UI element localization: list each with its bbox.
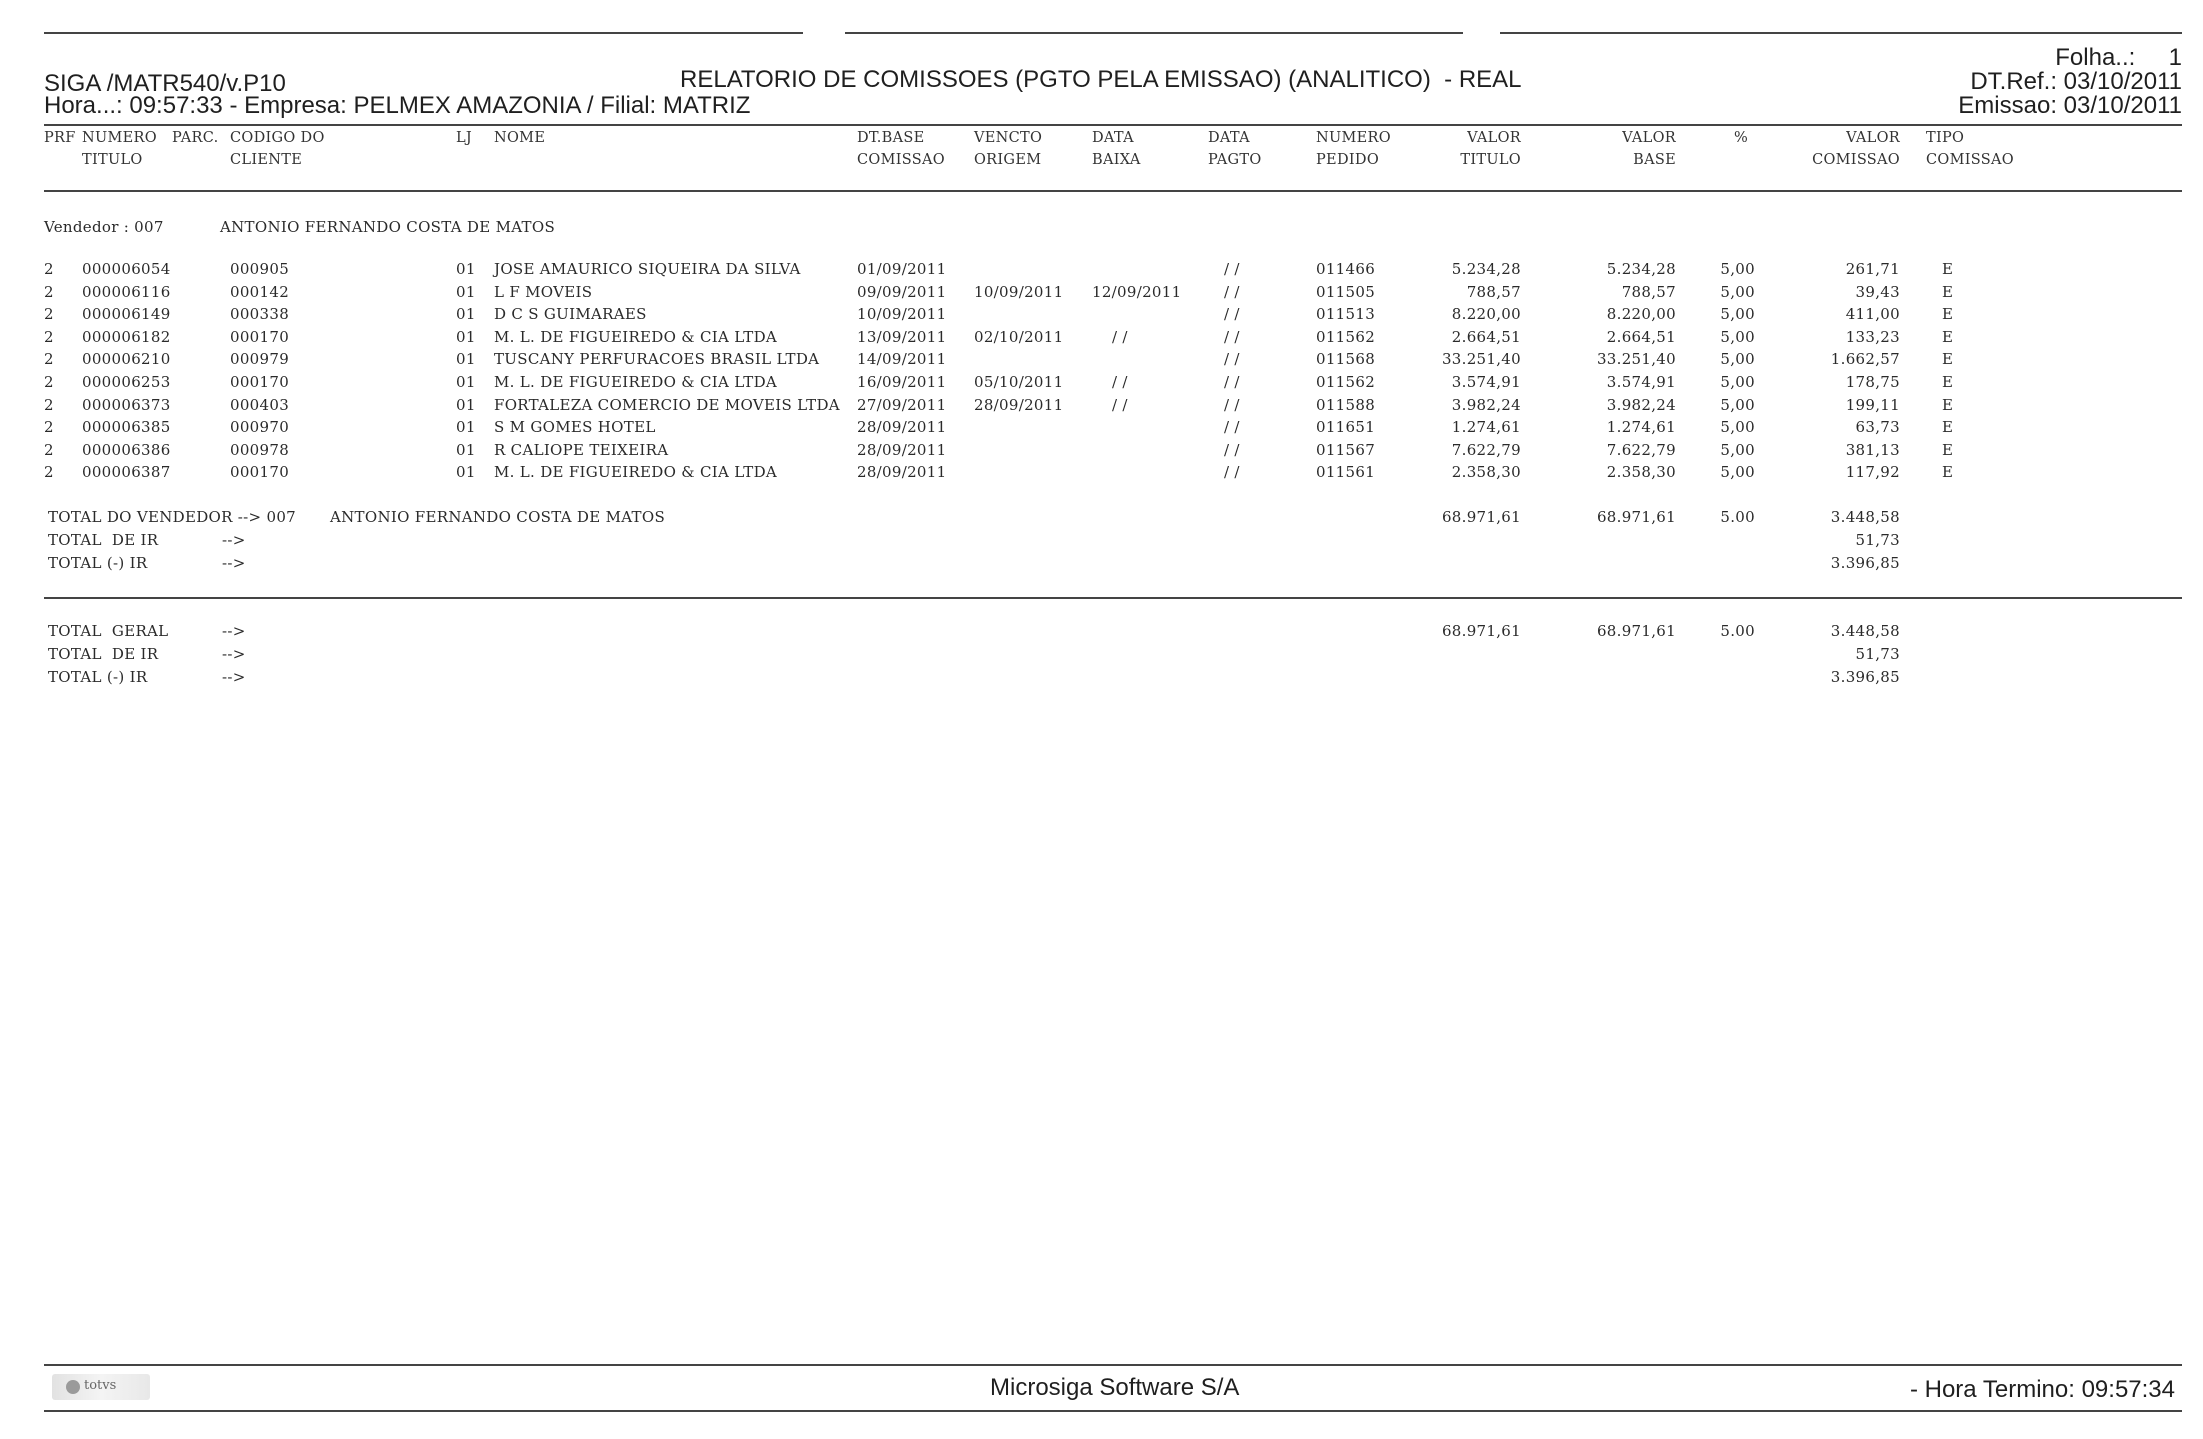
col-pagto: PAGTO [1208,152,1262,168]
table-row [0,260,2203,282]
vendor-name: ANTONIO FERNANDO COSTA DE MATOS [220,218,556,236]
top-rule-left [44,32,803,34]
cell-dt-base: 01/09/2011 [857,260,947,278]
cell-dt-base: 16/09/2011 [857,373,947,391]
cell-titulo: 000006210 [82,350,171,369]
cell-prf: 2 [44,395,54,414]
table-row [0,441,2203,463]
table-row [0,305,2203,327]
cell-prf: 2 [44,282,54,301]
cell-comissao: 178,75 [1845,373,1900,391]
cell-valor-titulo: 3.574,91 [1451,373,1521,391]
vendor-ir-value: 51,73 [1855,531,1900,549]
cell-titulo: 000006373 [82,395,171,414]
cell-tipo: E [1942,395,1954,414]
col-lj: LJ [456,130,473,146]
grand-total-comissao: 3.448,58 [1830,622,1900,640]
cell-nome: TUSCANY PERFURACOES BRASIL LTDA [494,350,820,369]
cell-tipo: E [1942,418,1954,437]
cell-comissao: 411,00 [1845,305,1900,324]
cell-lj: 01 [456,418,476,437]
grand-net-label: TOTAL (-) IR [48,668,148,686]
col-prf: PRF [44,130,76,146]
vendor-total-valor-titulo: 68.971,61 [1441,508,1521,526]
footer-end-time: - Hora Termino: 09:57:34 [1909,1376,2175,1403]
cell-titulo: 000006387 [82,463,171,482]
report-title: RELATORIO DE COMISSOES (PGTO PELA EMISSAO) (ANALITICO) - REAL [680,66,1522,93]
cell-dt-base: 28/09/2011 [857,440,947,459]
footer-rule-top [44,1364,2182,1366]
vendor-total-comissao: 3.448,58 [1830,508,1900,526]
totvs-logo-text: totvs [84,1378,117,1393]
cell-comissao: 381,13 [1845,440,1900,459]
col-pedido: PEDIDO [1316,152,1380,168]
table-row [0,350,2203,372]
issue-date: Emissao: 03/10/2011 [1958,92,2182,119]
cell-comissao: 199,11 [1845,395,1900,414]
footer-rule-bottom [44,1410,2182,1412]
cell-titulo: 000006253 [82,373,171,391]
cell-lj: 01 [456,463,476,482]
cell-comissao: 261,71 [1845,260,1900,278]
totvs-logo-icon [66,1380,80,1394]
cell-baixa: 12/09/2011 [1092,282,1182,301]
col-numero-pedido: NUMERO [1316,130,1391,146]
cell-titulo: 000006386 [82,440,171,459]
cell-prf: 2 [44,463,54,482]
cell-tipo: E [1942,350,1954,369]
cell-valor-base: 2.358,30 [1606,463,1676,482]
cell-pagto: / / [1224,373,1240,391]
col-nome: NOME [494,130,546,146]
cell-pagto: / / [1224,282,1240,301]
cell-valor-base: 8.220,00 [1606,305,1676,324]
col-valor-titulo-1: VALOR [1467,130,1521,146]
cell-pedido: 011568 [1316,350,1376,369]
cell-nome: FORTALEZA COMERCIO DE MOVEIS LTDA [494,395,840,414]
top-rule-right [1500,32,2182,34]
col-codigo: CODIGO DO [230,130,325,146]
cell-dt-base: 27/09/2011 [857,395,947,414]
cell-valor-titulo: 788,57 [1466,282,1521,301]
cell-valor-base: 3.574,91 [1606,373,1676,391]
col-valor-base-1: VALOR [1622,130,1676,146]
cell-tipo: E [1942,305,1954,324]
vendor-total-valor-base: 68.971,61 [1596,508,1676,526]
cell-pedido: 011588 [1316,395,1376,414]
vendor-net-arrow: --> [222,554,246,572]
cell-pagto: / / [1224,350,1240,369]
cell-dt-base: 13/09/2011 [857,327,947,346]
cell-valor-base: 7.622,79 [1606,440,1676,459]
time-company-line: Hora...: 09:57:33 - Empresa: PELMEX AMAZONIA / Filial: MATRIZ [44,92,751,119]
cell-valor-titulo: 3.982,24 [1451,395,1521,414]
col-tipo-1: TIPO [1926,130,1965,146]
cell-cliente: 000170 [230,373,290,391]
cell-valor-titulo: 8.220,00 [1451,305,1521,324]
cell-lj: 01 [456,282,476,301]
cell-nome: S M GOMES HOTEL [494,418,656,437]
grand-ir-value: 51,73 [1855,645,1900,663]
col-data-baixa: DATA [1092,130,1134,146]
cell-lj: 01 [456,327,476,346]
cell-valor-base: 1.274,61 [1606,418,1676,437]
cell-pedido: 011651 [1316,418,1376,437]
col-origem: ORIGEM [974,152,1042,168]
col-valor-titulo-2: TITULO [1460,152,1521,168]
cell-pedido: 011505 [1316,282,1376,301]
cell-nome: M. L. DE FIGUEIREDO & CIA LTDA [494,327,778,346]
cell-lj: 01 [456,373,476,391]
cell-valor-titulo: 33.251,40 [1441,350,1521,369]
cell-prf: 2 [44,440,54,459]
col-vencto: VENCTO [974,130,1043,146]
cell-comissao: 117,92 [1845,463,1900,482]
cell-cliente: 000338 [230,305,290,324]
cell-nome: M. L. DE FIGUEIREDO & CIA LTDA [494,463,778,482]
vendor-label: Vendedor : 007 [44,218,164,236]
col-valor-comissao-2: COMISSAO [1812,152,1900,168]
cell-pagto: / / [1224,440,1240,459]
cell-nome: D C S GUIMARAES [494,305,647,324]
cell-pedido: 011466 [1316,260,1376,278]
cell-cliente: 000979 [230,350,290,369]
cell-cliente: 000170 [230,327,290,346]
cell-dt-base: 10/09/2011 [857,305,947,324]
cell-pagto: / / [1224,418,1240,437]
cell-valor-titulo: 7.622,79 [1451,440,1521,459]
vendor-ir-arrow: --> [222,531,246,549]
cell-tipo: E [1942,373,1954,391]
col-data-pagto: DATA [1208,130,1250,146]
col-valor-comissao-1: VALOR [1846,130,1900,146]
col-titulo: TITULO [82,152,143,168]
cell-baixa: / / [1112,373,1128,391]
cell-vencto: 05/10/2011 [974,373,1064,391]
cell-pagto: / / [1224,463,1240,482]
cell-prf: 2 [44,305,54,324]
grand-net-arrow: --> [222,668,246,686]
col-comissao: COMISSAO [857,152,945,168]
cell-tipo: E [1942,440,1954,459]
cell-tipo: E [1942,260,1954,278]
cell-pedido: 011562 [1316,327,1376,346]
cell-baixa: / / [1112,395,1128,414]
cell-pagto: / / [1224,260,1240,278]
cell-prf: 2 [44,350,54,369]
grand-total-label: TOTAL GERAL [48,622,169,640]
cell-tipo: E [1942,327,1954,346]
cell-prf: 2 [44,373,54,391]
col-baixa: BAIXA [1092,152,1141,168]
col-dtbase: DT.BASE [857,130,925,146]
cell-lj: 01 [456,395,476,414]
cell-prf: 2 [44,260,54,278]
cell-dt-base: 14/09/2011 [857,350,947,369]
cell-titulo: 000006149 [82,305,171,324]
cell-titulo: 000006054 [82,260,171,278]
cell-baixa: / / [1112,327,1128,346]
vendor-net-label: TOTAL (-) IR [48,554,148,572]
cell-prf: 2 [44,418,54,437]
cell-vencto: 10/09/2011 [974,282,1064,301]
cell-pct: 5,00 [1720,260,1755,278]
table-row [0,328,2203,350]
vendor-total-name: ANTONIO FERNANDO COSTA DE MATOS [330,508,666,526]
cell-pct: 5,00 [1720,373,1755,391]
vendor-total-label: TOTAL DO VENDEDOR --> 007 [48,508,297,526]
program-id: SIGA /MATR540/v.P10 [44,70,286,97]
cell-titulo: 000006182 [82,327,171,346]
cell-cliente: 000142 [230,282,290,301]
cell-comissao: 133,23 [1845,327,1900,346]
cell-comissao: 1.662,57 [1830,350,1900,369]
totals-rule [44,597,2182,599]
table-row [0,463,2203,485]
cell-dt-base: 28/09/2011 [857,418,947,437]
cell-pct: 5,00 [1720,350,1755,369]
cell-vencto: 28/09/2011 [974,395,1064,414]
vendor-total-pct: 5.00 [1720,508,1755,526]
cell-nome: R CALIOPE TEIXEIRA [494,440,669,459]
col-tipo-2: COMISSAO [1926,152,2014,168]
col-numero: NUMERO [82,130,157,146]
table-row [0,373,2203,395]
cell-cliente: 000170 [230,463,290,482]
cell-pagto: / / [1224,327,1240,346]
cell-valor-base: 3.982,24 [1606,395,1676,414]
grand-net-value: 3.396,85 [1830,668,1900,686]
cell-dt-base: 09/09/2011 [857,282,947,301]
cell-pedido: 011513 [1316,305,1376,324]
cell-valor-base: 33.251,40 [1596,350,1676,369]
cell-titulo: 000006385 [82,418,171,437]
col-parc: PARC. [172,130,219,146]
cell-cliente: 000978 [230,440,290,459]
grand-total-valor-titulo: 68.971,61 [1441,622,1521,640]
cell-tipo: E [1942,282,1954,301]
cell-lj: 01 [456,305,476,324]
cell-nome: JOSE AMAURICO SIQUEIRA DA SILVA [494,260,801,278]
table-row [0,283,2203,305]
sheet-number: Folha..: 1 [2055,44,2182,71]
columns-rule [44,190,2182,192]
cell-pedido: 011561 [1316,463,1376,482]
cell-cliente: 000970 [230,418,290,437]
cell-valor-base: 5.234,28 [1606,260,1676,278]
cell-comissao: 39,43 [1855,282,1900,301]
cell-pct: 5,00 [1720,327,1755,346]
vendor-net-value: 3.396,85 [1830,554,1900,572]
footer-company: Microsiga Software S/A [990,1374,1240,1401]
grand-total-valor-base: 68.971,61 [1596,622,1676,640]
table-row [0,418,2203,440]
cell-cliente: 000403 [230,395,290,414]
grand-total-pct: 5.00 [1720,622,1755,640]
cell-pedido: 011567 [1316,440,1376,459]
grand-ir-arrow: --> [222,645,246,663]
col-cliente: CLIENTE [230,152,303,168]
cell-tipo: E [1942,463,1954,482]
cell-pct: 5,00 [1720,395,1755,414]
totvs-logo [52,1374,150,1400]
vendor-ir-label: TOTAL DE IR [48,531,159,549]
top-rule-middle [845,32,1463,34]
cell-pct: 5,00 [1720,305,1755,324]
cell-prf: 2 [44,327,54,346]
cell-dt-base: 28/09/2011 [857,463,947,482]
cell-valor-base: 2.664,51 [1606,327,1676,346]
grand-ir-label: TOTAL DE IR [48,645,159,663]
cell-pct: 5,00 [1720,418,1755,437]
reference-date: DT.Ref.: 03/10/2011 [1970,68,2182,95]
cell-valor-titulo: 5.234,28 [1451,260,1521,278]
col-pct: % [1734,130,1749,146]
grand-total-arrow: --> [222,622,246,640]
cell-nome: M. L. DE FIGUEIREDO & CIA LTDA [494,373,778,391]
col-valor-base-2: BASE [1633,152,1676,168]
cell-valor-titulo: 2.664,51 [1451,327,1521,346]
cell-titulo: 000006116 [82,282,171,301]
cell-pct: 5,00 [1720,440,1755,459]
cell-valor-base: 788,57 [1621,282,1676,301]
cell-pct: 5,00 [1720,463,1755,482]
cell-lj: 01 [456,440,476,459]
cell-nome: L F MOVEIS [494,282,593,301]
table-row [0,396,2203,418]
cell-valor-titulo: 1.274,61 [1451,418,1521,437]
cell-pagto: / / [1224,305,1240,324]
cell-valor-titulo: 2.358,30 [1451,463,1521,482]
cell-comissao: 63,73 [1855,418,1900,437]
cell-cliente: 000905 [230,260,290,278]
header-rule [44,124,2182,126]
cell-pct: 5,00 [1720,282,1755,301]
cell-lj: 01 [456,260,476,278]
cell-pagto: / / [1224,395,1240,414]
cell-pedido: 011562 [1316,373,1376,391]
cell-lj: 01 [456,350,476,369]
cell-vencto: 02/10/2011 [974,327,1064,346]
